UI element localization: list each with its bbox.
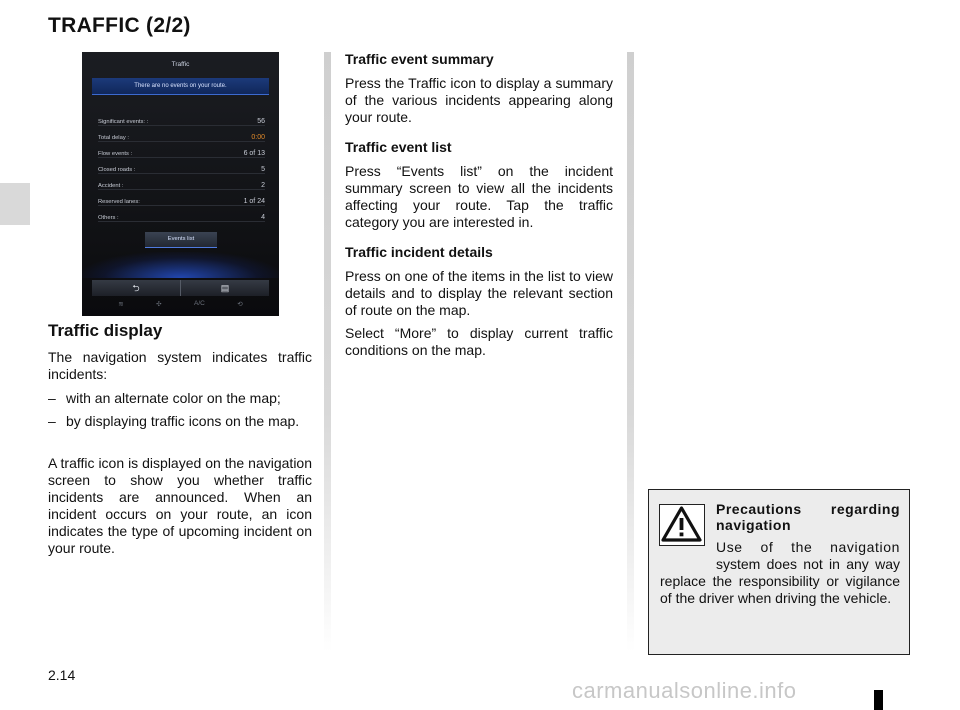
heading-event-list: Traffic event list	[345, 139, 452, 155]
chapter-tab	[0, 183, 30, 225]
callout-text-line: system does not in any way	[716, 556, 900, 572]
screen-row: Accident : 2	[98, 174, 265, 190]
screen-event-list	[98, 110, 265, 222]
paragraph-incident-details: Press on one of the items in the list to view details and to display the relevant section of route on the map.	[345, 268, 613, 318]
column-divider-right	[627, 52, 634, 652]
screen-row: Closed roads : 5	[98, 158, 265, 174]
screen-glow	[82, 252, 279, 278]
seat-heat-icon: ≋	[118, 301, 124, 308]
list-item: – by displaying traffic icons on the map.	[48, 413, 300, 429]
warning-triangle-icon	[659, 504, 705, 546]
screen-row: Others : 4	[98, 206, 265, 222]
heading-incident-details: Traffic incident details	[345, 244, 493, 260]
menu-icon: ▤	[180, 280, 269, 296]
list-item: – with an alternate color on the map;	[48, 390, 281, 406]
paragraph-more: Select “More” to display current traffic conditions on the map.	[345, 325, 613, 358]
precautions-callout	[648, 489, 910, 655]
screen-row: Reserved lanes: 1 of 24	[98, 190, 265, 206]
callout-text-line: Use of the navigation	[716, 539, 900, 555]
events-list-button: Events list	[145, 232, 217, 248]
recirculation-icon: ⟲	[237, 301, 243, 308]
back-arrow-icon: ⮌	[132, 283, 140, 293]
screen-climate-bar	[102, 300, 259, 308]
callout-text: replace the responsibility or vigilance of the driver when driving the vehicle.	[660, 573, 900, 606]
callout-title: Precautions regarding navigation	[716, 501, 900, 533]
screen-nav-bar	[92, 280, 269, 296]
corner-mark	[874, 690, 883, 710]
watermark: carmanualsonline.info	[572, 678, 797, 703]
ac-label: A/C	[194, 300, 205, 307]
screen-title: Traffic	[171, 61, 190, 68]
section-heading-traffic-display: Traffic display	[48, 321, 163, 340]
fan-icon: ✣	[156, 301, 162, 308]
paragraph-event-summary: Press the Traffic icon to display a summary of the various incidents appearing along your route.	[345, 75, 613, 125]
intro-paragraph: The navigation system indicates traffic incidents:	[48, 349, 312, 382]
heading-event-summary: Traffic event summary	[345, 51, 494, 67]
paragraph-event-list: Press “Events list” on the incident summary screen to view all the incidents affecting your route. Tap the traffic category you are interested in.	[345, 163, 613, 230]
traffic-screen-image	[82, 52, 279, 316]
body-paragraph: A traffic icon is displayed on the navigation screen to show you whether traffic incidents are announced. When an incident occurs on your route, an icon indicates the type of upcoming incident on your route.	[48, 455, 312, 556]
page-number: 2.14	[48, 667, 76, 683]
column-divider-left	[324, 52, 331, 652]
screen-row: Significant events: : 56	[98, 110, 265, 126]
screen-message: There are no events on your route.	[92, 78, 269, 95]
screen-row: Total delay : 0:00	[98, 126, 265, 142]
page-title: TRAFFIC (2/2)	[48, 14, 191, 37]
screen-row: Flow events : 6 of 13	[98, 142, 265, 158]
